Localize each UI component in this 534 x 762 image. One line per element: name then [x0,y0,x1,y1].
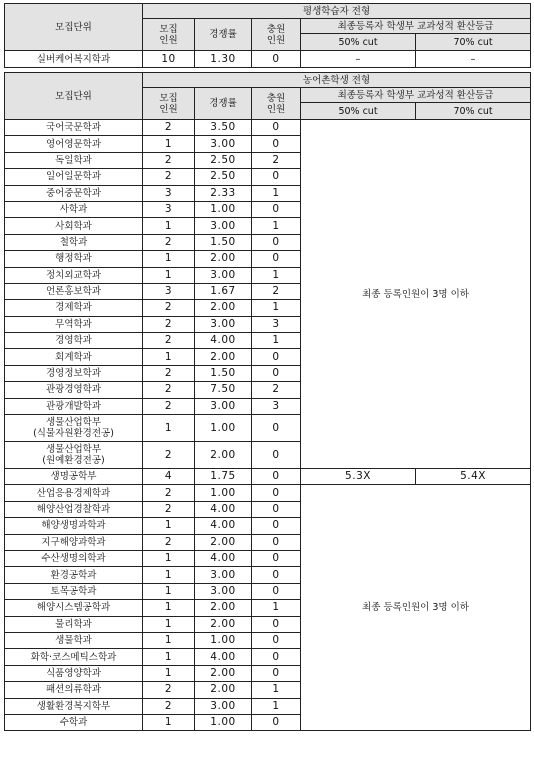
section1-cut70-header: 70% cut [416,34,531,51]
cut70-value: 5.4X [416,469,531,485]
extra-value: 0 [252,201,301,217]
extra-value: 0 [252,534,301,550]
quota-value: 1 [143,600,195,616]
quota-value: 2 [143,333,195,349]
extra-value: 0 [252,583,301,599]
section1-grade-header: 최종등록자 학생부 교과성적 환산등급 [301,19,531,34]
ratio-value: 4.00 [195,550,252,566]
ratio-value: 3.00 [195,398,252,414]
extra-value: 0 [252,649,301,665]
quota-value: 2 [143,316,195,332]
table-row [5,469,531,485]
extra-value: 1 [252,185,301,201]
unit-name: 패션의류학과 [5,682,143,698]
ratio-value: 3.00 [195,136,252,152]
quota-value: 1 [143,349,195,365]
unit-name [5,442,143,469]
unit-name-line: (원예환경전공) [42,455,105,467]
extra-value: 0 [252,550,301,566]
quota-value: 2 [143,382,195,398]
unit-name: 일어일문학과 [5,169,143,185]
unit-name: 식품영양학과 [5,665,143,681]
unit-name: 해양산업경찰학과 [5,501,143,517]
ratio-value: 3.00 [195,267,252,283]
section2-unit-header: 모집단위 [5,73,143,120]
quota-value: 10 [143,51,195,68]
unit-name: 회계학과 [5,349,143,365]
unit-name: 관광경영학과 [5,382,143,398]
quota-value: 2 [143,152,195,168]
section1-quota-header: 모집 인원 [143,19,195,51]
quota-value: 1 [143,649,195,665]
quota-value: 1 [143,714,195,730]
extra-value: 0 [252,616,301,632]
ratio-value: 3.00 [195,583,252,599]
unit-name: 사회학과 [5,218,143,234]
quota-value: 3 [143,201,195,217]
admission-results [4,3,530,731]
quota-value: 1 [143,567,195,583]
merged-note: 최종 등록인원이 3명 이하 [301,120,531,469]
unit-name [5,415,143,442]
unit-name: 해양생명과학과 [5,518,143,534]
unit-name: 중어중문학과 [5,185,143,201]
quota-value: 2 [143,682,195,698]
quota-value: 2 [143,534,195,550]
section2-cut50-header: 50% cut [301,103,416,120]
extra-value: 0 [252,632,301,648]
extra-value: 1 [252,267,301,283]
unit-name: 물리학과 [5,616,143,632]
ratio-value: 1.00 [195,415,252,442]
extra-value: 0 [252,251,301,267]
extra-value: 0 [252,714,301,730]
extra-value: 0 [252,501,301,517]
unit-name: 환경공학과 [5,567,143,583]
quota-value: 1 [143,251,195,267]
quota-value: 2 [143,120,195,136]
ratio-value: 4.00 [195,333,252,349]
unit-name: 산업응용경제학과 [5,485,143,501]
extra-value: 0 [252,136,301,152]
unit-name: 토목공학과 [5,583,143,599]
ratio-value: 4.00 [195,649,252,665]
unit-name: 생활환경복지학부 [5,698,143,714]
unit-name: 실버케어복지학과 [5,51,143,68]
section2-cut70-header: 70% cut [416,103,531,120]
extra-value: 1 [252,600,301,616]
section2-grade-header: 최종등록자 학생부 교과성적 환산등급 [301,88,531,103]
section1-extra-header: 충원 인원 [252,19,301,51]
quota-value: 2 [143,698,195,714]
extra-value: 2 [252,283,301,299]
ratio-value: 3.00 [195,218,252,234]
table-row [5,120,531,136]
ratio-value: 3.00 [195,567,252,583]
ratio-value: 2.00 [195,251,252,267]
unit-name: 경제학과 [5,300,143,316]
quota-value: 1 [143,415,195,442]
extra-value: 1 [252,218,301,234]
quota-value: 1 [143,518,195,534]
section1-unit-header: 모집단위 [5,4,143,51]
extra-value: 0 [252,485,301,501]
ratio-value: 3.00 [195,698,252,714]
unit-name-line: 생물산업학부 [45,417,102,429]
ratio-value: 1.30 [195,51,252,68]
ratio-value: 2.00 [195,665,252,681]
ratio-value: 1.00 [195,714,252,730]
ratio-value: 1.67 [195,283,252,299]
extra-value: 1 [252,300,301,316]
unit-name: 영어영문학과 [5,136,143,152]
extra-value: 1 [252,698,301,714]
quota-value: 1 [143,136,195,152]
ratio-value: 2.50 [195,152,252,168]
ratio-value: 4.00 [195,518,252,534]
unit-name: 수산생명의학과 [5,550,143,566]
unit-name: 화학·코스메틱스학과 [5,649,143,665]
unit-name: 경영학과 [5,333,143,349]
unit-name: 사학과 [5,201,143,217]
extra-value: 2 [252,152,301,168]
cut50-value: – [301,51,416,68]
table-row [5,51,531,68]
unit-name: 독일학과 [5,152,143,168]
ratio-value: 7.50 [195,382,252,398]
extra-value: 3 [252,398,301,414]
section2-quota-header: 모집 인원 [143,88,195,120]
unit-name: 철학과 [5,234,143,250]
merged-note: 최종 등록인원이 3명 이하 [301,485,531,731]
admission-table [4,3,531,731]
ratio-value: 2.00 [195,300,252,316]
extra-value: 0 [252,120,301,136]
quota-value: 2 [143,501,195,517]
section1-title: 평생학습자 전형 [143,4,531,19]
ratio-value: 3.50 [195,120,252,136]
extra-value: 0 [252,518,301,534]
unit-name: 지구해양과학과 [5,534,143,550]
unit-name: 해양시스템공학과 [5,600,143,616]
cut50-value: 5.3X [301,469,416,485]
ratio-value: 1.75 [195,469,252,485]
unit-name: 관광개발학과 [5,398,143,414]
extra-value: 0 [252,415,301,442]
extra-value: 0 [252,442,301,469]
ratio-value: 1.50 [195,234,252,250]
section2-title: 농어촌학생 전형 [143,73,531,88]
extra-value: 0 [252,567,301,583]
unit-name: 생물학과 [5,632,143,648]
section1-cut50-header: 50% cut [301,34,416,51]
quota-value: 4 [143,469,195,485]
extra-value: 3 [252,316,301,332]
ratio-value: 2.50 [195,169,252,185]
unit-name: 생명공학부 [5,469,143,485]
quota-value: 3 [143,185,195,201]
ratio-value: 2.00 [195,616,252,632]
quota-value: 3 [143,283,195,299]
quota-value: 1 [143,632,195,648]
ratio-value: 2.00 [195,682,252,698]
ratio-value: 1.00 [195,632,252,648]
section2-title-row [5,73,531,88]
quota-value: 2 [143,485,195,501]
extra-value: 2 [252,382,301,398]
unit-name-line: (식물자원환경전공) [33,428,114,440]
unit-name-line: 생물산업학부 [45,444,102,456]
ratio-value: 2.00 [195,349,252,365]
unit-name: 정치외교학과 [5,267,143,283]
unit-name: 경영정보학과 [5,365,143,381]
extra-value: 0 [252,51,301,68]
ratio-value: 1.00 [195,201,252,217]
unit-name: 행정학과 [5,251,143,267]
ratio-value: 3.00 [195,316,252,332]
extra-value: 1 [252,682,301,698]
quota-value: 1 [143,583,195,599]
quota-value: 2 [143,442,195,469]
quota-value: 1 [143,665,195,681]
extra-value: 0 [252,169,301,185]
table-row [5,485,531,501]
ratio-value: 2.00 [195,442,252,469]
extra-value: 0 [252,665,301,681]
ratio-value: 2.00 [195,600,252,616]
quota-value: 2 [143,169,195,185]
section2-ratio-header: 경쟁률 [195,88,252,120]
unit-name: 국어국문학과 [5,120,143,136]
table-body [5,4,531,731]
quota-value: 1 [143,616,195,632]
section1-ratio-header: 경쟁률 [195,19,252,51]
ratio-value: 4.00 [195,501,252,517]
ratio-value: 2.00 [195,534,252,550]
unit-name: 무역학과 [5,316,143,332]
section2-extra-header: 충원 인원 [252,88,301,120]
quota-value: 2 [143,234,195,250]
quota-value: 1 [143,267,195,283]
quota-value: 1 [143,550,195,566]
quota-value: 2 [143,365,195,381]
extra-value: 0 [252,469,301,485]
quota-value: 2 [143,300,195,316]
unit-name: 수학과 [5,714,143,730]
ratio-value: 2.33 [195,185,252,201]
quota-value: 2 [143,398,195,414]
ratio-value: 1.50 [195,365,252,381]
cut70-value: – [416,51,531,68]
extra-value: 0 [252,365,301,381]
extra-value: 0 [252,234,301,250]
unit-name: 언론홍보학과 [5,283,143,299]
ratio-value: 1.00 [195,485,252,501]
extra-value: 0 [252,349,301,365]
section1-title-row [5,4,531,19]
quota-value: 1 [143,218,195,234]
extra-value: 1 [252,333,301,349]
